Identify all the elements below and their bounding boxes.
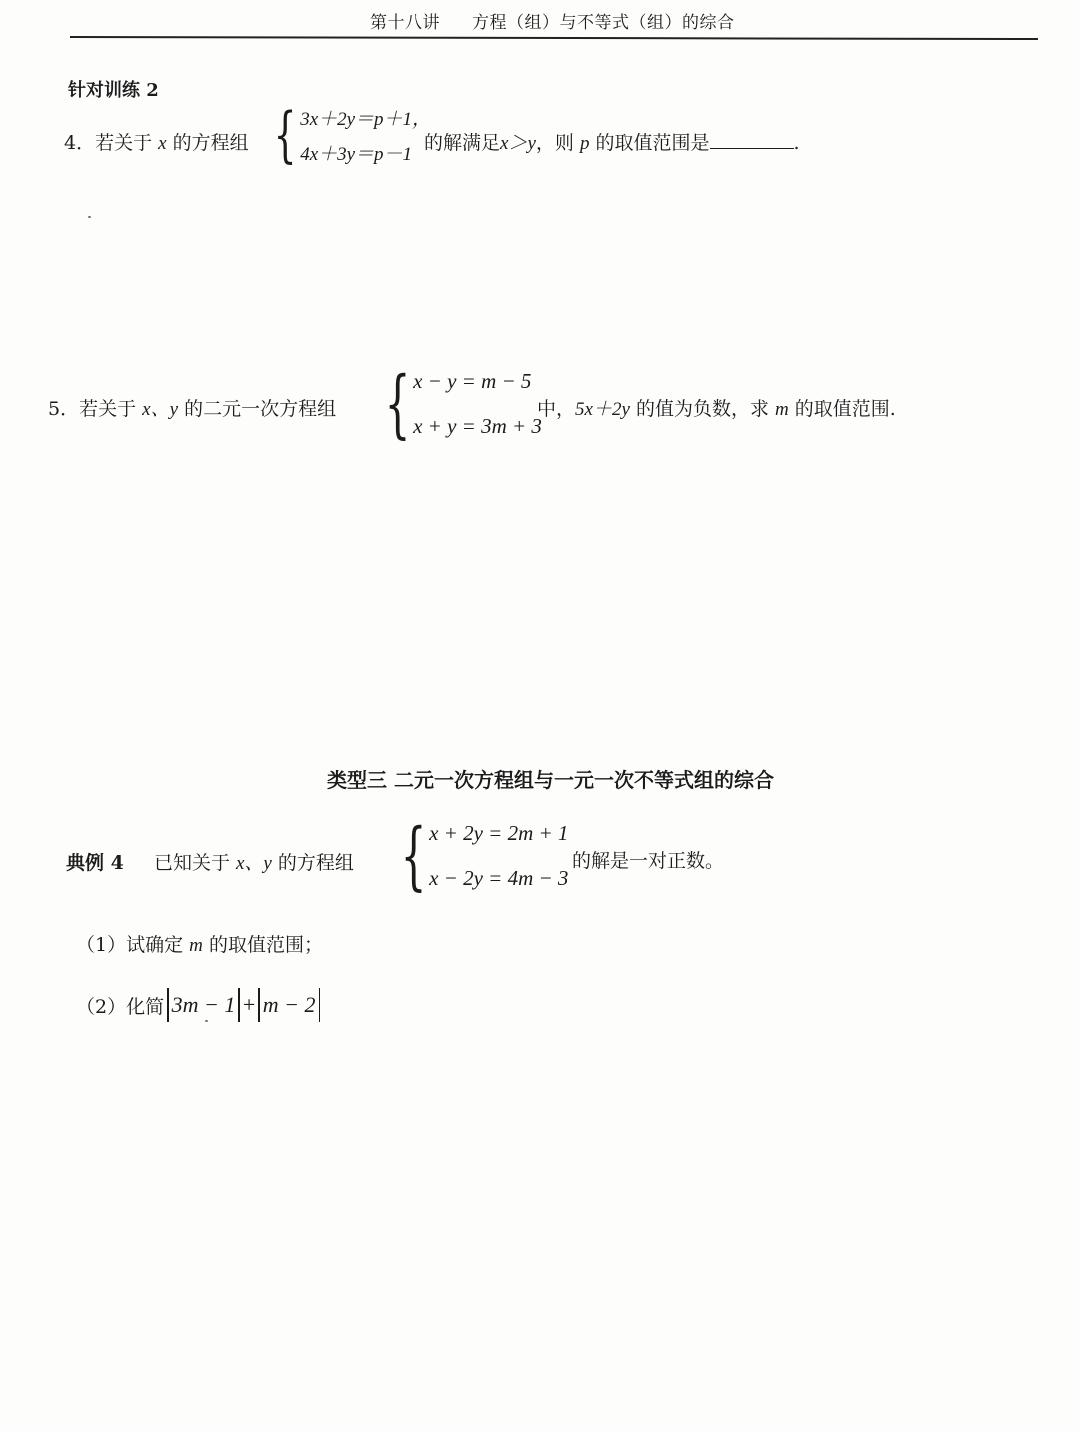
example-label: 典例 4 [66,852,124,874]
example4-eq2: x − 2y = 4m − 3 [429,866,569,890]
practice-title: 针对训练 2 [68,80,159,101]
scan-speck [205,1020,208,1022]
q5-tail: 中，5x＋2y 的值为负数，求 m 的取值范围. [537,398,896,420]
scan-speck [88,216,91,218]
q4-eq1: 3x＋2y＝p＋1， [300,109,432,130]
q5-eq2: x + y = 3m + 3 [413,414,542,438]
plus-sign: + [242,992,256,1017]
example4-tail: 的解是一对正数。 [572,850,725,872]
abs-bar [258,988,260,1022]
example4-eq1: x + 2y = 2m + 1 [429,821,569,845]
example4-lead: 典例 4 已知关于 x、y 的方程组 [66,852,354,874]
abs-bar [319,988,321,1022]
left-brace: { [273,100,297,170]
answer-blank[interactable] [710,130,794,149]
q4-lead: 4．若关于 x 的方程组 [64,132,249,154]
q5-lead: 5．若关于 x、y 的二元一次方程组 [48,398,337,420]
left-brace: { [384,361,411,447]
example4-part1: （1）试确定 m 的取值范围； [76,934,323,956]
abs-bar [238,988,240,1022]
example4-part2: （2） 化简 3m − 1 + m − 2 [76,988,323,1022]
type-three-title: 类型三 二元一次方程组与一元一次不等式组的综合 [327,768,774,792]
lecture-title: 方程（组）与不等式（组）的综合 [472,13,735,33]
header-rule [70,36,1038,40]
q4-equation-system [266,102,431,168]
q5-eq1: x − y = m − 5 [413,369,532,393]
lecture-number: 第十八讲 [370,13,440,33]
q4-eq2: 4x＋3y＝p－1 [300,144,413,165]
example4-equation-system [390,813,569,899]
q5-equation-system [374,361,542,447]
abs-expr-2: m − 2 [262,992,316,1017]
abs-bar [167,988,169,1022]
q4-tail: 的解满足x＞y，则 p 的取值范围是 . [424,132,800,154]
abs-expr-1: 3m − 1 [171,992,236,1017]
page-header [370,8,735,33]
left-brace: { [400,813,427,899]
